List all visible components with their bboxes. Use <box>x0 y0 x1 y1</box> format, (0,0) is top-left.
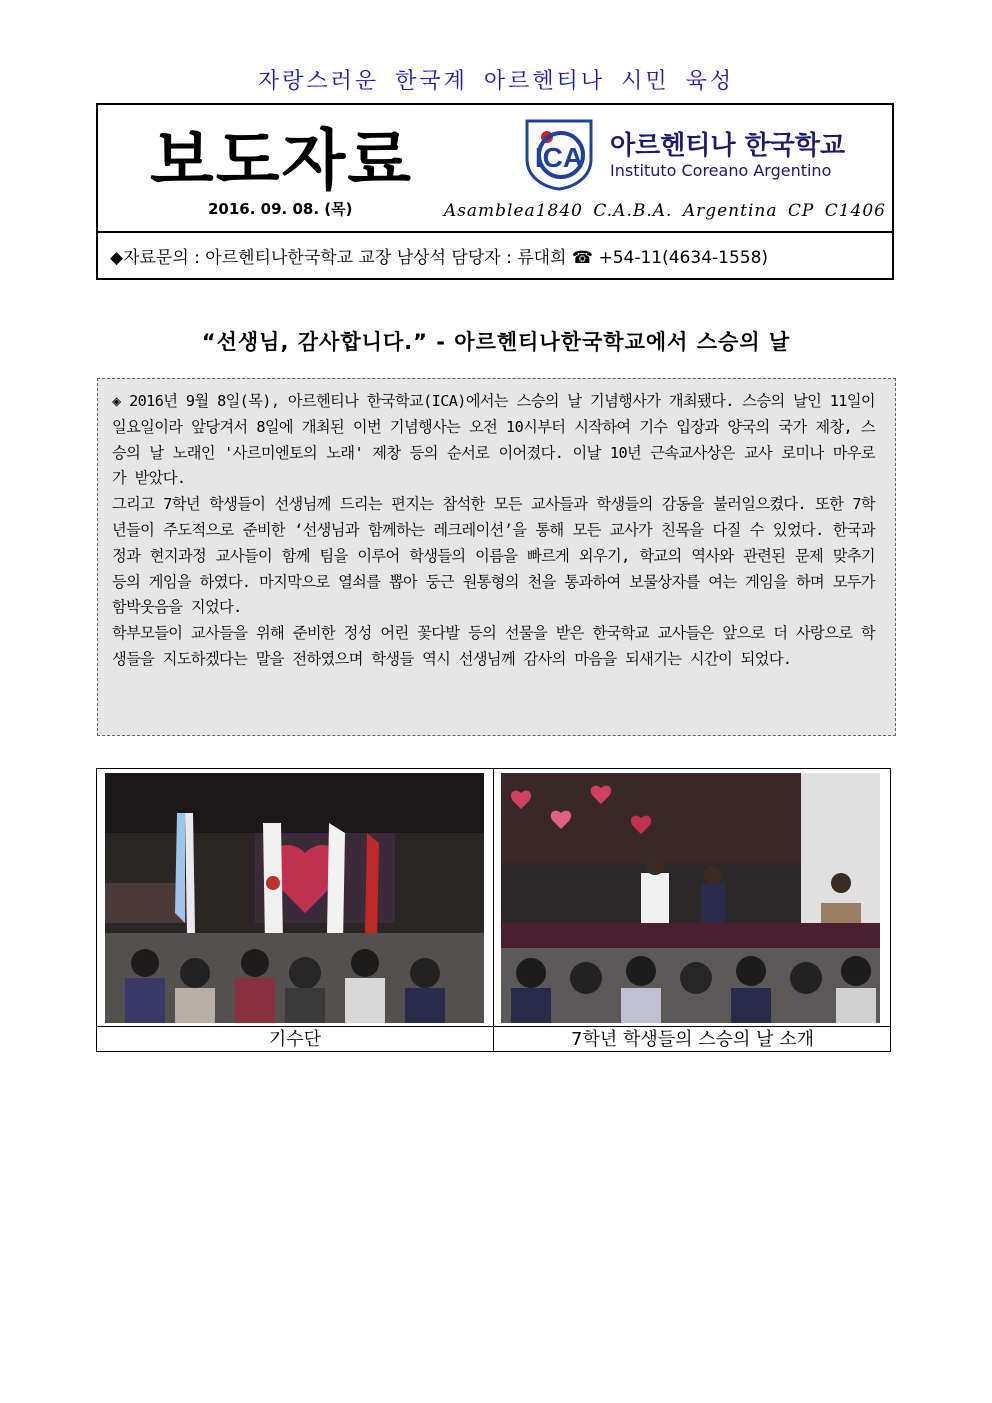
article-headline: “선생님, 감사합니다.” - 아르헨티나한국학교에서 스승의 날 <box>201 330 791 354</box>
article-body <box>97 378 896 736</box>
flag-bearers-photo <box>105 773 484 1023</box>
press-release-header <box>96 103 894 280</box>
header-divider <box>98 231 892 233</box>
header-top <box>98 105 892 231</box>
school-name-korean: 아르헨티나 한국학교 <box>610 131 846 161</box>
school-name-spanish: Instituto Coreano Argentino <box>610 161 832 180</box>
body-paragraph-2: 그리고 7학년 학생들이 선생님께 드리는 편지는 참석한 모든 교사들과 학생들의 감동을 불러일으켰다. 또한 7학년들이 주도적으로 준비한 ‘선생님과 함께하는 레크레이션’을 통해 모든 교사가 친목을 다질 수 있었다. 한국과정과 현지과정 교사들이 함께 팀을 이루어 학생들의 이름을 빠르게 외우기, 학교의 역사와 관련된 문제 맞추기 등의 게임을 하였다. 마지막으로 열쇠를 뽑아 둥근 원통형의 천을 통과하여 보물상자를 여는 게임을 하며 모두가 함박웃음을 지었다. <box>112 495 875 617</box>
contact-info: ◆자료문의 : 아르헨티나한국학교 교장 남상석 담당자 : 류대희 ☎ +54-11(4634-1558) <box>110 248 769 268</box>
photo-table <box>96 768 891 1052</box>
logo-text: ICA <box>534 142 584 173</box>
students-intro-photo <box>501 773 880 1023</box>
caption-students-intro: 7학년 학생들의 스승의 날 소개 <box>571 1029 814 1050</box>
photo-cell-students-intro <box>494 769 891 1026</box>
photo-cell-flag-bearers <box>97 769 494 1026</box>
release-date: 2016. 09. 08. (목) <box>208 200 353 218</box>
school-logo <box>523 115 595 191</box>
school-address: Asamblea1840 C.A.B.A. Argentina CP C1406 <box>443 201 886 221</box>
caption-row <box>97 1026 890 1053</box>
caption-flag-bearers: 기수단 <box>97 1027 494 1052</box>
body-paragraph-1: ◈ 2016년 9월 8일(목), 아르헨티나 한국학교(ICA)에서는 스승의 날 기념행사가 개최됐다. 스승의 날인 11일이 일요일이라 앞당겨서 8일에 개최된 이번 기념행사는 오전 10시부터 시작하여 기수 입장과 양국의 국가 제창, 스승의 날 노래인 '사르미엔토의 노래' 제창 등의 순서로 이어졌다. 이날 10년 근속교사상은 교사 로미나 마우로가 받았다. <box>112 392 875 488</box>
slogan: 자랑스러운 한국계 아르헨티나 시민 육성 <box>257 69 735 94</box>
body-paragraph-3: 학부모들이 교사들을 위해 준비한 정성 어린 꽃다발 등의 선물을 받은 한국학교 교사들은 앞으로 더 사랑으로 학생들을 지도하겠다는 말을 전하였으며 학생들 역시 선생님께 감사의 마음을 되새기는 시간이 되었다. <box>112 624 875 668</box>
press-release-title: 보도자료 <box>150 122 414 199</box>
